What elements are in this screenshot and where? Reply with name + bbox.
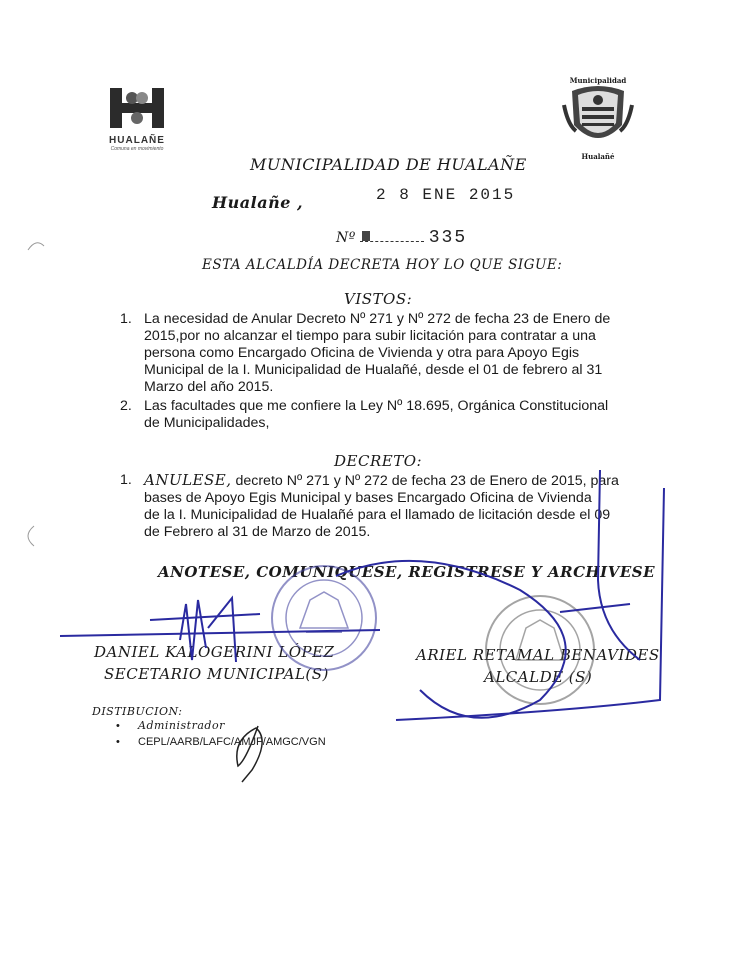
signer-right-title: ALCALDE (S) bbox=[484, 668, 593, 686]
decreto-heading: DECRETO: bbox=[334, 452, 423, 470]
logo-tagline: Comuna en movimiento bbox=[110, 146, 164, 152]
text-line: de Municipalidades, bbox=[144, 415, 270, 431]
text-line: bases de Apoyo Egis Municipal y bases Encargado Oficina de Vivienda bbox=[144, 490, 592, 506]
municipal-crest bbox=[562, 76, 634, 164]
number-value: 335 bbox=[428, 228, 468, 248]
distribution-heading: DISTIBUCION: bbox=[92, 705, 183, 718]
text-line: La necesidad de Anular Decreto Nº 271 y Nº 272 de fecha 23 de Enero de bbox=[144, 311, 611, 327]
logo-name: HUALAÑE bbox=[109, 135, 165, 146]
place-label: Hualañe , bbox=[212, 193, 304, 212]
number-prefix: Nº bbox=[336, 230, 356, 246]
date-stamp: 2 8 ENE 2015 bbox=[376, 186, 516, 204]
text-line: Municipal de la I. Municipalidad de Hualañé, desde el 01 de febrero al 31 bbox=[144, 362, 603, 378]
text-line: persona como Encargado Oficina de Vivienda y otra para Apoyo Egis bbox=[144, 345, 580, 361]
text-line: 2015,por no alcanzar el tiempo para subir licitación para contratar a una bbox=[144, 328, 596, 344]
text-line: de Febrero al 31 de Marzo de 2015. bbox=[144, 524, 371, 540]
decreto-keyword: ANULESE, bbox=[144, 471, 232, 489]
list-item: • Administrador bbox=[116, 719, 225, 732]
item-number: 1. bbox=[120, 311, 132, 327]
institution-title: MUNICIPALIDAD DE HUALAÑE bbox=[250, 155, 527, 174]
signer-left-title: SECETARIO MUNICIPAL(S) bbox=[104, 665, 329, 683]
text-line: Marzo del año 2015. bbox=[144, 379, 274, 395]
signer-right-name: ARIEL RETAMAL BENAVIDES bbox=[416, 646, 660, 664]
text-line: de la I. Municipalidad de Hualañé para el llamado de licitación desde el 09 bbox=[144, 507, 611, 523]
crest-shield-icon bbox=[562, 85, 634, 151]
number-blank bbox=[360, 229, 424, 242]
hualane-logo bbox=[106, 86, 168, 152]
scan-mark-icon bbox=[28, 243, 44, 250]
text-line: Las facultades que me confiere la Ley Nº 18.695, Orgánica Constitucional bbox=[144, 398, 609, 414]
closing-formula: ANOTESE, COMUNIQUESE, REGISTRESE Y ARCHIVESE bbox=[158, 563, 656, 581]
crest-top-text: Municipalidad bbox=[569, 76, 627, 85]
list-item: • CEPL/AARB/LAFC/AMJF/AMGC/VGN bbox=[116, 736, 326, 748]
vistos-heading: VISTOS: bbox=[344, 290, 413, 308]
decree-intro: ESTA ALCALDÍA DECRETA HOY LO QUE SIGUE: bbox=[202, 257, 563, 273]
scan-mark-icon bbox=[28, 526, 34, 546]
vistos-item-2 bbox=[120, 398, 654, 432]
decree-number bbox=[336, 228, 467, 248]
distribution-list bbox=[116, 719, 326, 753]
decreto-item-1 bbox=[120, 472, 654, 541]
item-number: 1. bbox=[120, 472, 132, 488]
crest-bottom-text: Hualañé bbox=[581, 152, 615, 161]
hualane-emblem-icon bbox=[106, 86, 168, 130]
vistos-item-1 bbox=[120, 311, 654, 396]
item-number: 2. bbox=[120, 398, 132, 414]
signer-left-name: DANIEL KALOGERINI LÓPEZ bbox=[94, 643, 335, 661]
text-line: decreto Nº 271 y Nº 272 de fecha 23 de Enero de 2015, para bbox=[231, 473, 619, 489]
